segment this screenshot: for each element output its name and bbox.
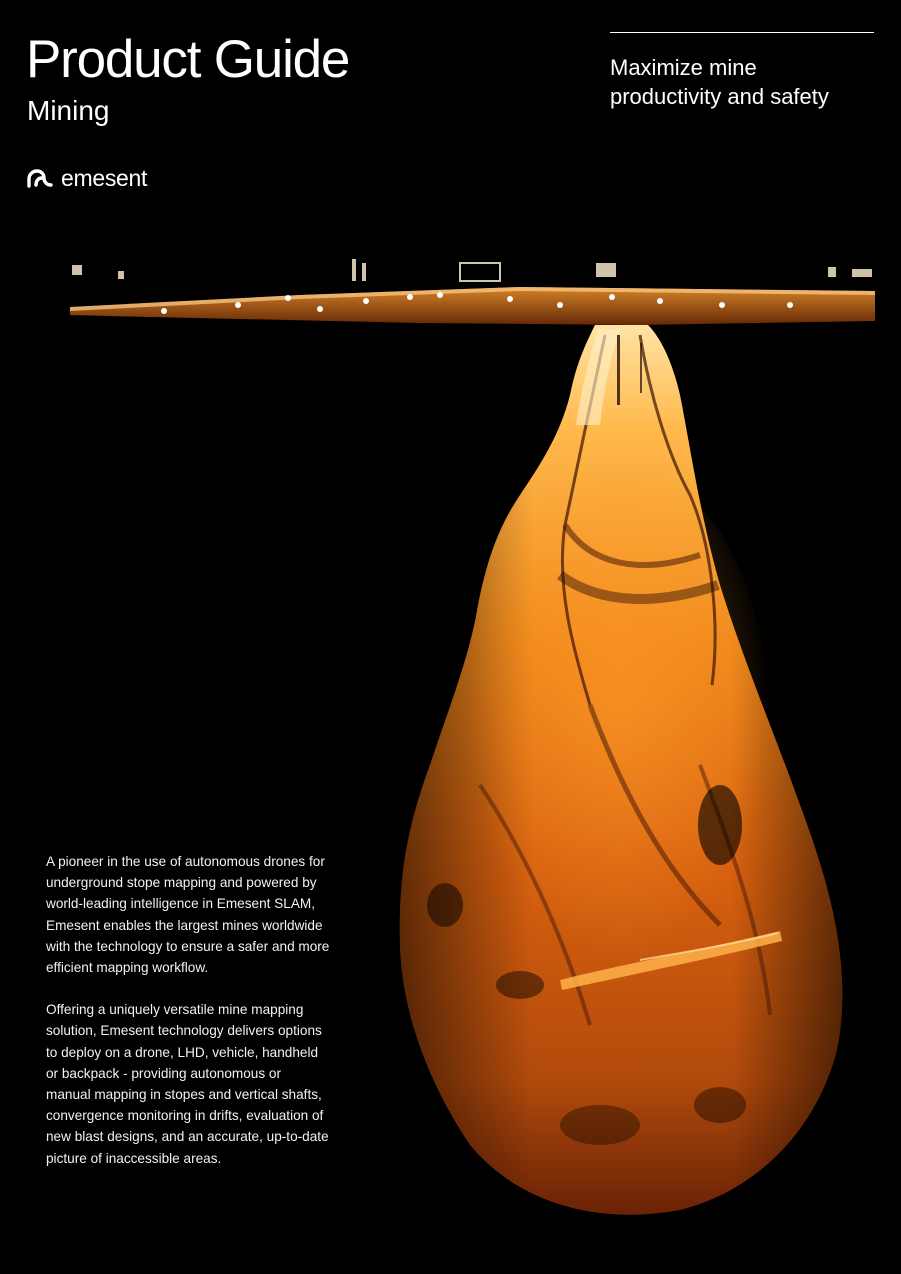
header-divider bbox=[610, 32, 874, 33]
tagline-line: Maximize mine bbox=[610, 55, 757, 80]
intro-line: underground stope mapping and powered by bbox=[46, 875, 317, 891]
tagline-line: productivity and safety bbox=[610, 84, 829, 109]
intro-line: A pioneer in the use of autonomous drones for bbox=[46, 854, 325, 869]
solution-line: new blast designs, and an accurate, up-to-date bbox=[46, 1129, 329, 1145]
solution-line: picture of inaccessible areas. bbox=[46, 1150, 222, 1166]
solution-line: manual mapping in stopes and vertical shafts, bbox=[46, 1087, 322, 1103]
brand-name: emesent bbox=[61, 165, 148, 191]
solution-paragraph bbox=[46, 999, 386, 1169]
page-subtitle: Mining bbox=[27, 95, 110, 126]
solution-line: solution, Emesent technology delivers options bbox=[46, 1023, 322, 1039]
brand-logo bbox=[25, 164, 147, 192]
solution-line: to deploy on a drone, LHD, vehicle, handheld bbox=[46, 1044, 319, 1060]
page-title: Product Guide bbox=[26, 30, 350, 89]
tagline bbox=[610, 53, 880, 111]
intro-line: efficient mapping workflow. bbox=[46, 960, 209, 976]
intro-paragraph bbox=[46, 851, 386, 978]
intro-copy bbox=[46, 851, 386, 1169]
solution-line: or backpack - providing autonomous or bbox=[46, 1065, 281, 1081]
emesent-mark-icon bbox=[25, 167, 55, 189]
intro-line: with the technology to ensure a safer and more bbox=[46, 938, 330, 954]
intro-line: Emesent enables the largest mines worldwide bbox=[46, 917, 323, 933]
solution-line: convergence monitoring in drifts, evaluation of bbox=[46, 1108, 324, 1124]
solution-line: Offering a uniquely versatile mine mapping bbox=[46, 1002, 304, 1018]
intro-line: world-leading intelligence in Emesent SLAM, bbox=[46, 896, 315, 912]
